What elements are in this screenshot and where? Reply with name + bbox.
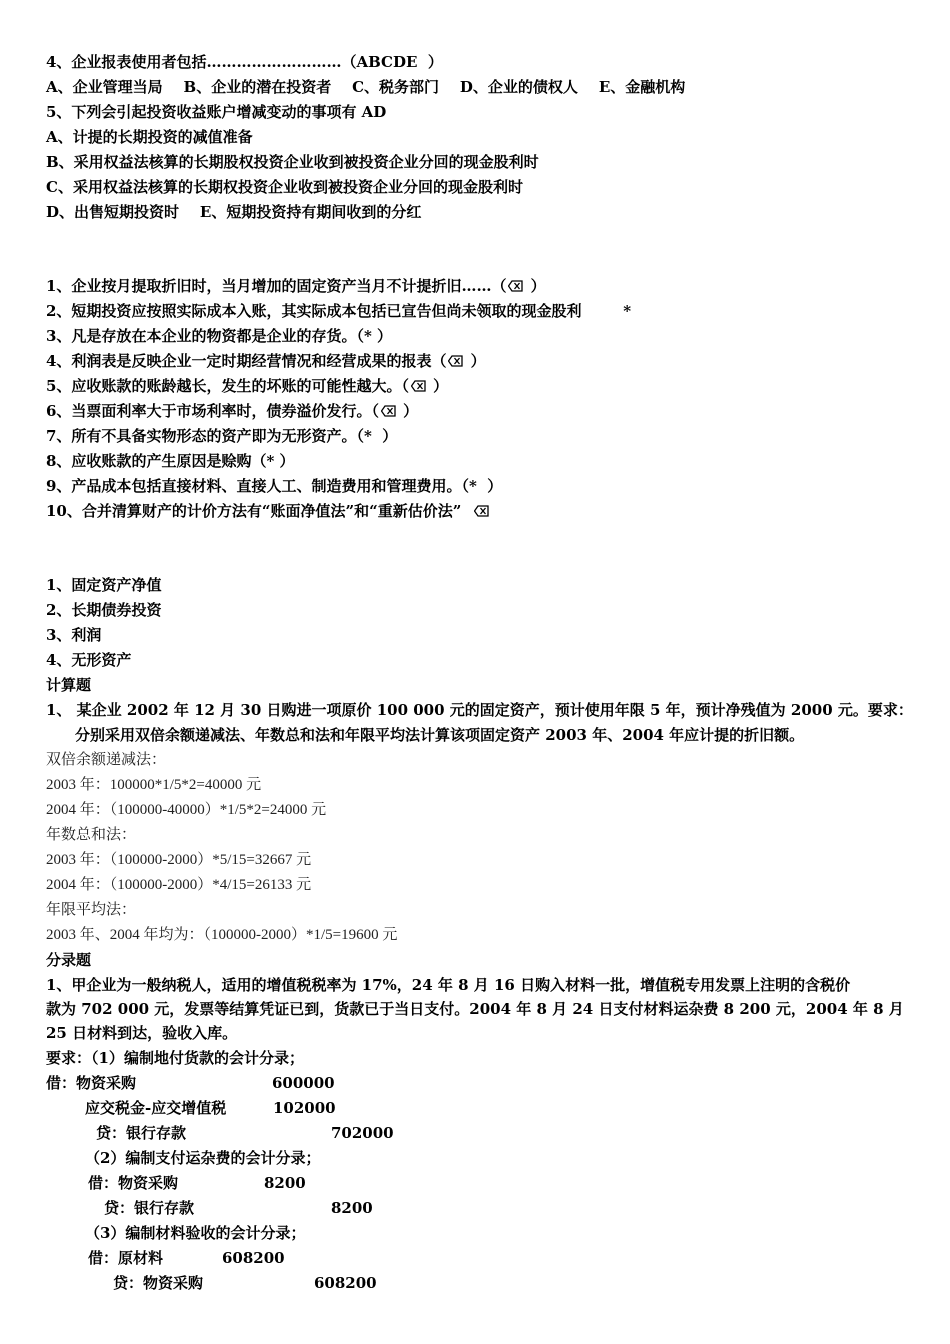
entry-heading: 分录题 (46, 951, 92, 969)
mc-question-5-option-b: B、采用权益法核算的长期股权投资企业收到被投资企业分回的现金股利时 (46, 153, 539, 171)
entry-1-debit-2-label: 应交税金-应交增值税 (85, 1099, 227, 1117)
ddb-2004: 2004 年：（100000-40000）*1/5*2=24000 元 (46, 802, 327, 818)
judge-item-5-end: ） (427, 377, 449, 395)
judge-item-5-text: 5、应收账款的账龄越长，发生的坏账的可能性越大。（ (46, 377, 409, 395)
term-4: 4、无形资产 (46, 651, 132, 669)
judge-item-1-text: 1、企业按月提取折旧时，当月增加的固定资产当月不计提折旧……（ (46, 277, 507, 295)
judge-item-5 (46, 376, 448, 396)
calc-question-1-line-1: 1、 某企业 2002 年 12 月 30 日购进一项原价 100 000 元的固定资产，预计使用年限 5 年，预计净残值为 2000 元。要求： (46, 701, 913, 719)
judge-item-4-end: ） (465, 352, 486, 370)
sl-title: 年限平均法： (46, 902, 137, 918)
entry-3-debit-amount: 608200 (222, 1249, 285, 1267)
entry-requirement-2: （2）编制支付运杂费的会计分录； (85, 1149, 321, 1167)
judge-item-6 (46, 401, 418, 421)
ddb-2003: 2003 年：100000*1/5*2=40000 元 (46, 777, 262, 793)
judge-item-6-end: ） (397, 402, 419, 420)
entry-1-debit-2-amount: 102000 (273, 1099, 336, 1117)
syd-2004: 2004 年：（100000-2000）*4/15=26133 元 (46, 877, 312, 893)
calc-heading: 计算题 (46, 676, 92, 694)
term-2: 2、长期债券投资 (46, 601, 162, 619)
judge-item-1-end: ） (525, 277, 546, 295)
entry-3-debit-label: 借：原材料 (88, 1249, 164, 1267)
entry-question-1-line-3: 25 日材料到达，验收入库。 (46, 1024, 238, 1042)
syd-2003: 2003 年：（100000-2000）*5/15=32667 元 (46, 852, 312, 868)
entry-2-credit-label: 贷：银行存款 (104, 1199, 195, 1217)
entry-question-1-line-1: 1、甲企业为一般纳税人，适用的增值税税率为 17%，24 年 8 月 16 日购入材料一批，增值税专用发票上注明的含税价 (46, 976, 851, 994)
entry-1-credit-amount: 702000 (331, 1124, 394, 1142)
mc-question-5: 5、下列会引起投资收益账户增减变动的事项有 AD (46, 103, 387, 121)
judge-item-2: 2、短期投资应按照实际成本入账，其实际成本包括已宣告但尚未领取的现金股利 * (46, 302, 632, 320)
syd-title: 年数总和法： (46, 827, 137, 843)
wrong-mark-icon (411, 380, 426, 392)
calc-question-1-line-2: 分别采用双倍余额递减法、年数总和法和年限平均法计算该项固定资产 2003 年、2004 年应计提的折旧额。 (75, 726, 805, 744)
judge-item-1 (46, 276, 546, 296)
wrong-mark-icon (448, 355, 463, 367)
entry-1-debit-amount: 600000 (272, 1074, 335, 1092)
entry-requirement-3: （3）编制材料验收的会计分录； (85, 1224, 306, 1242)
judge-item-4 (46, 351, 486, 371)
entry-1-credit-label: 贷：银行存款 (96, 1124, 187, 1142)
mc-question-4-options: A、企业管理当局 B、企业的潜在投资者 C、税务部门 D、企业的债权人 E、金融机构 (46, 78, 686, 96)
entry-3-credit-amount: 608200 (314, 1274, 377, 1292)
judge-item-4-text: 4、利润表是反映企业一定时期经营情况和经营成果的报表（ (46, 352, 447, 370)
entry-2-credit-amount: 8200 (331, 1199, 373, 1217)
entry-2-debit-amount: 8200 (264, 1174, 306, 1192)
mc-question-4: 4、企业报表使用者包括………………………（ABCDE ） (46, 53, 443, 71)
entry-1-debit-label: 借：物资采购 (46, 1074, 137, 1092)
term-1: 1、固定资产净值 (46, 576, 162, 594)
judge-item-8: 8、应收账款的产生原因是赊购（* ） (46, 452, 295, 470)
wrong-mark-icon (508, 280, 523, 292)
mc-question-5-options-de: D、出售短期投资时 E、短期投资持有期间收到的分红 (46, 203, 422, 221)
wrong-mark-icon (474, 505, 489, 517)
sl-both-years: 2003 年、2004 年均为：（100000-2000）*1/5=19600 元 (46, 927, 398, 943)
judge-item-6-text: 6、当票面利率大于市场利率时，债券溢价发行。（ (46, 402, 379, 420)
mc-question-5-option-c: C、采用权益法核算的长期权投资企业收到被投资企业分回的现金股利时 (46, 178, 523, 196)
judge-item-10-text: 10、合并清算财产的计价方法有“账面净值法”和“重新估价法” (46, 502, 472, 520)
judge-item-9: 9、产品成本包括直接材料、直接人工、制造费用和管理费用。（* ） (46, 477, 503, 495)
wrong-mark-icon (381, 405, 396, 417)
entry-2-debit-label: 借：物资采购 (88, 1174, 179, 1192)
judge-item-7: 7、所有不具备实物形态的资产即为无形资产。（* ） (46, 427, 398, 445)
judge-item-10 (46, 501, 491, 521)
entry-requirement-1: 要求：（1）编制地付货款的会计分录； (46, 1049, 304, 1067)
term-3: 3、利润 (46, 626, 102, 644)
judge-item-3: 3、凡是存放在本企业的物资都是企业的存货。（* ） (46, 327, 393, 345)
ddb-title: 双倍余额递减法： (46, 752, 167, 768)
entry-question-1-line-2: 款为 702 000 元，发票等结算凭证已到，货款已于当日支付。2004 年 8 月 24 日支付材料运杂费 8 200 元，2004 年 8 月 (46, 1000, 904, 1018)
entry-3-credit-label: 贷：物资采购 (113, 1274, 204, 1292)
mc-question-5-option-a: A、计提的长期投资的减值准备 (46, 128, 253, 146)
